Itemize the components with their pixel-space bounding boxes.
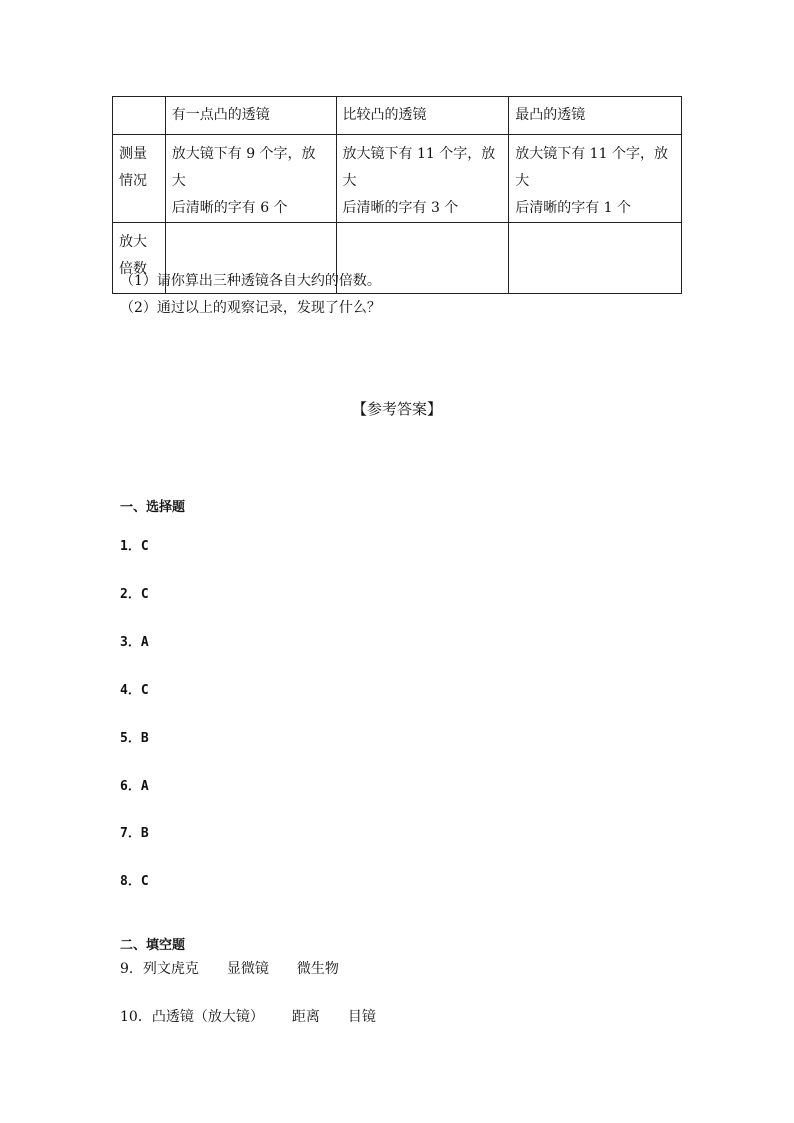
- answer-item: 8．C: [120, 874, 149, 889]
- fill-number: 10．: [120, 1009, 152, 1025]
- section-title-choice: 一、选择题: [120, 500, 186, 515]
- cell-line: 放大镜下有 9 个字，放大: [171, 146, 316, 189]
- cell-line: 后清晰的字有 3 个: [342, 200, 459, 216]
- answer-item: 2．C: [120, 587, 149, 602]
- fill-number: 9．: [120, 961, 143, 977]
- answer-item: 3．A: [120, 635, 149, 650]
- fill-part: 微生物: [296, 961, 339, 977]
- row-label-cell: [113, 135, 166, 223]
- answer-item: 4．C: [120, 683, 149, 698]
- table-cell: [336, 135, 509, 223]
- table-header-cell: 比较凸的透镜: [336, 97, 509, 135]
- fill-part: 凸透镜（放大镜）: [151, 1009, 264, 1025]
- lens-table: [112, 96, 682, 294]
- cell-line: 放大镜下有 11 个字，放大: [342, 146, 496, 189]
- table-cell: [165, 135, 336, 223]
- fill-part: 距离: [291, 1009, 320, 1025]
- fill-part: 列文虎克: [142, 961, 199, 977]
- row-label-line: 放大: [119, 234, 147, 250]
- fill-part: 目镜: [347, 1009, 376, 1025]
- answer-item: 6．A: [120, 779, 149, 794]
- fill-part: 显微镜: [226, 961, 269, 977]
- row-label-line: 情况: [119, 173, 147, 189]
- table-cell: [509, 135, 682, 223]
- row-label-line: 倍数: [119, 261, 147, 277]
- answer-title: 【参考答案】: [351, 400, 442, 418]
- table-header-cell: [113, 97, 166, 135]
- answer-item: 7．B: [120, 826, 149, 841]
- section-title-fill: 二、填空题: [120, 938, 186, 953]
- row-label-line: 测量: [119, 146, 147, 162]
- fill-answer-10: [120, 1006, 376, 1026]
- fill-answer-9: [120, 958, 339, 978]
- table-row: [113, 135, 682, 223]
- table-header-cell: 最凸的透镜: [509, 97, 682, 135]
- table-header-row: [113, 97, 682, 135]
- answer-item: 5．B: [120, 731, 149, 746]
- question-2: （2）通过以上的观察记录，发现了什么？: [120, 300, 381, 316]
- answer-item: 1．C: [120, 539, 149, 554]
- cell-line: 放大镜下有 11 个字，放大: [515, 146, 668, 189]
- question-1: （1）请你算出三种透镜各自大约的倍数。: [120, 273, 381, 289]
- cell-line: 后清晰的字有 1 个: [515, 200, 632, 216]
- table-header-cell: 有一点凸的透镜: [165, 97, 336, 135]
- cell-line: 后清晰的字有 6 个: [171, 200, 288, 216]
- empty-answer-cell: [509, 223, 682, 294]
